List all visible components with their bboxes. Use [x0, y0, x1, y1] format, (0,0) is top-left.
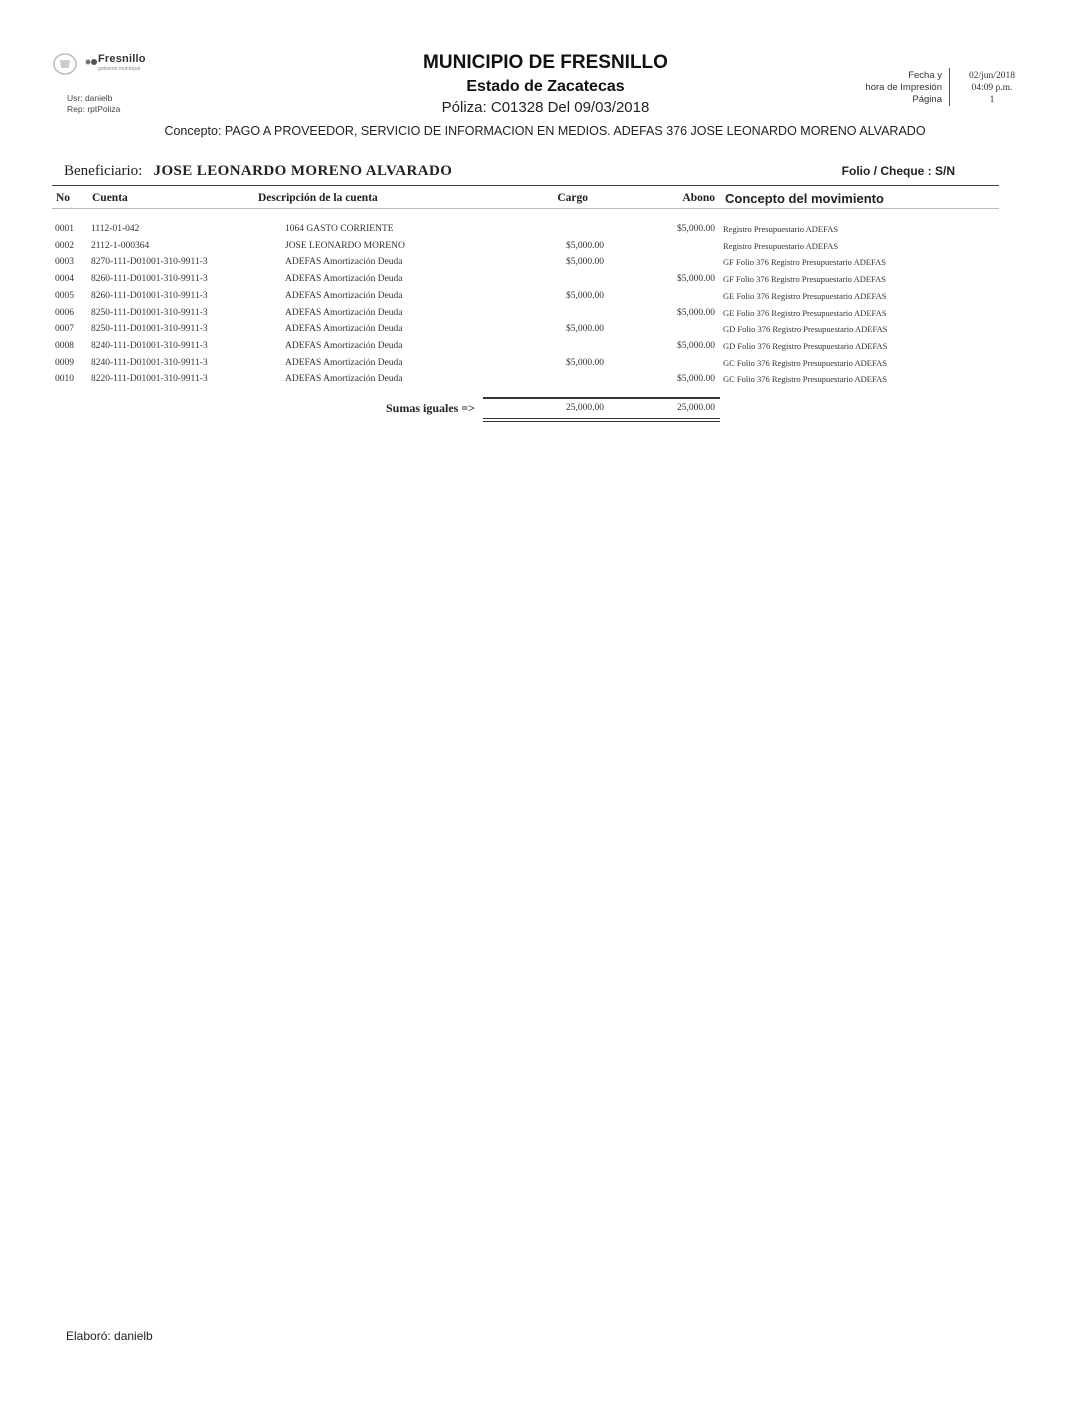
row-cargo: $5,000.00	[566, 324, 604, 335]
table-row	[0, 224, 1091, 241]
print-meta-labels	[820, 70, 942, 106]
row-concepto: Registro Presupuestario ADEFAS	[723, 240, 839, 251]
fecha-value: 02/jun/2018	[969, 71, 1015, 81]
folio-cheque: Folio / Cheque : S/N	[841, 164, 955, 178]
table-row	[0, 374, 1091, 391]
logo-subtext: gobierno municipal	[98, 66, 140, 72]
row-no: 0008	[55, 340, 74, 351]
row-concepto: GC Folio 376 Registro Presupuestario ADEFAS	[723, 357, 887, 368]
row-cuenta: 1112-01-042	[91, 224, 140, 234]
row-cuenta: 8260-111-D01001-310-9911-3	[91, 290, 208, 301]
table-row	[0, 241, 1091, 258]
table-row	[0, 291, 1091, 308]
table-row	[0, 358, 1091, 375]
totals-label: Sumas iguales =>	[385, 401, 475, 415]
table-row	[0, 257, 1091, 274]
row-cuenta: 8250-111-D01001-310-9911-3	[91, 324, 208, 335]
beneficiario-name: JOSE LEONARDO MORENO ALVARADO	[153, 163, 453, 179]
col-abono: Abono	[682, 192, 715, 204]
row-concepto: GD Folio 376 Registro Presupuestario ADEFAS	[723, 340, 888, 351]
total-abono: 25,000.00	[677, 403, 715, 413]
row-cargo: $5,000.00	[566, 290, 604, 301]
elaborated-by: Elaboró: danielb	[66, 1329, 153, 1343]
table-row	[0, 308, 1091, 325]
row-concepto: Registro Presupuestario ADEFAS	[723, 224, 839, 234]
row-cuenta: 8250-111-D01001-310-9911-3	[91, 307, 208, 318]
row-cargo: $5,000.00	[566, 357, 604, 368]
row-no: 0004	[55, 274, 74, 285]
row-descripcion: ADEFAS Amortización Deuda	[285, 324, 403, 335]
meta-divider	[949, 68, 950, 106]
pagina-value: 1	[989, 95, 995, 105]
page-title: MUNICIPIO DE FRESNILLO	[423, 52, 668, 73]
row-concepto: GD Folio 376 Registro Presupuestario ADEFAS	[723, 324, 888, 335]
beneficiario-label: Beneficiario:	[64, 163, 143, 179]
row-concepto: GF Folio 376 Registro Presupuestario ADEFAS	[723, 274, 887, 285]
row-descripcion: ADEFAS Amortización Deuda	[285, 357, 403, 368]
row-no: 0005	[55, 290, 74, 301]
hora-value: 04:09 p.m.	[971, 83, 1013, 93]
total-cargo: 25,000.00	[566, 403, 604, 413]
table-row	[0, 274, 1091, 291]
poliza-concept: Concepto: PAGO A PROVEEDOR, SERVICIO DE INFORMACION EN MEDIOS. ADEFAS 376 JOSE LEONARDO MORENO ALVARADO	[164, 124, 926, 138]
user-label: Usr: danielb	[67, 93, 113, 103]
row-no: 0002	[55, 240, 74, 251]
row-cuenta: 8260-111-D01001-310-9911-3	[91, 274, 208, 285]
poliza-number: Póliza: C01328 Del 09/03/2018	[441, 99, 650, 116]
col-concepto: Concepto del movimiento	[725, 191, 884, 206]
row-concepto: GF Folio 376 Registro Presupuestario ADEFAS	[723, 257, 887, 268]
row-descripcion: JOSE LEONARDO MORENO	[285, 240, 405, 251]
row-no: 0001	[55, 224, 74, 234]
row-concepto: GE Folio 376 Registro Presupuestario ADEFAS	[723, 290, 887, 301]
col-cargo: Cargo	[557, 192, 588, 204]
row-cuenta: 8240-111-D01001-310-9911-3	[91, 357, 208, 368]
column-header-rule	[52, 208, 999, 209]
table-row	[0, 341, 1091, 358]
page-subtitle: Estado de Zacatecas	[466, 78, 625, 95]
row-abono: $5,000.00	[677, 307, 715, 318]
row-cuenta: 2112-1-000364	[91, 240, 150, 251]
row-descripcion: ADEFAS Amortización Deuda	[285, 290, 403, 301]
totals-double-rule-1	[483, 418, 720, 419]
pagina-label: Página	[912, 94, 942, 105]
row-no: 0003	[55, 257, 74, 268]
row-cuenta: 8270-111-D01001-310-9911-3	[91, 257, 208, 268]
row-descripcion: ADEFAS Amortización Deuda	[285, 307, 403, 318]
row-no: 0007	[55, 324, 74, 335]
row-no: 0006	[55, 307, 74, 318]
row-descripcion: ADEFAS Amortización Deuda	[285, 340, 403, 351]
row-descripcion: ADEFAS Amortización Deuda	[285, 374, 403, 385]
row-no: 0009	[55, 357, 74, 368]
fecha-label: Fecha y	[908, 70, 942, 81]
row-abono: $5,000.00	[677, 374, 715, 385]
row-descripcion: 1064 GASTO CORRIENTE	[285, 224, 394, 234]
col-descripcion: Descripción de la cuenta	[258, 192, 378, 204]
row-descripcion: ADEFAS Amortización Deuda	[285, 257, 403, 268]
header-rule	[52, 185, 999, 186]
row-concepto: GC Folio 376 Registro Presupuestario ADEFAS	[723, 374, 887, 385]
row-abono: $5,000.00	[677, 274, 715, 285]
print-meta-values	[956, 70, 1028, 106]
row-abono: $5,000.00	[677, 340, 715, 351]
row-cargo: $5,000.00	[566, 240, 604, 251]
row-cargo: $5,000.00	[566, 257, 604, 268]
logo-text: Fresnillo	[98, 53, 146, 65]
row-abono: $5,000.00	[677, 224, 715, 234]
table-row	[0, 324, 1091, 341]
totals-top-rule	[483, 397, 720, 399]
beneficiario	[64, 163, 452, 180]
col-no: No	[56, 192, 71, 204]
row-descripcion: ADEFAS Amortización Deuda	[285, 274, 403, 285]
col-cuenta: Cuenta	[92, 192, 128, 204]
report-name: Rep: rptPoliza	[67, 104, 121, 114]
totals-double-rule-2	[483, 421, 720, 422]
row-concepto: GE Folio 376 Registro Presupuestario ADEFAS	[723, 307, 887, 318]
row-cuenta: 8240-111-D01001-310-9911-3	[91, 340, 208, 351]
row-no: 0010	[55, 374, 74, 385]
row-cuenta: 8220-111-D01001-310-9911-3	[91, 374, 208, 385]
hora-label: hora de Impresión	[865, 82, 942, 93]
